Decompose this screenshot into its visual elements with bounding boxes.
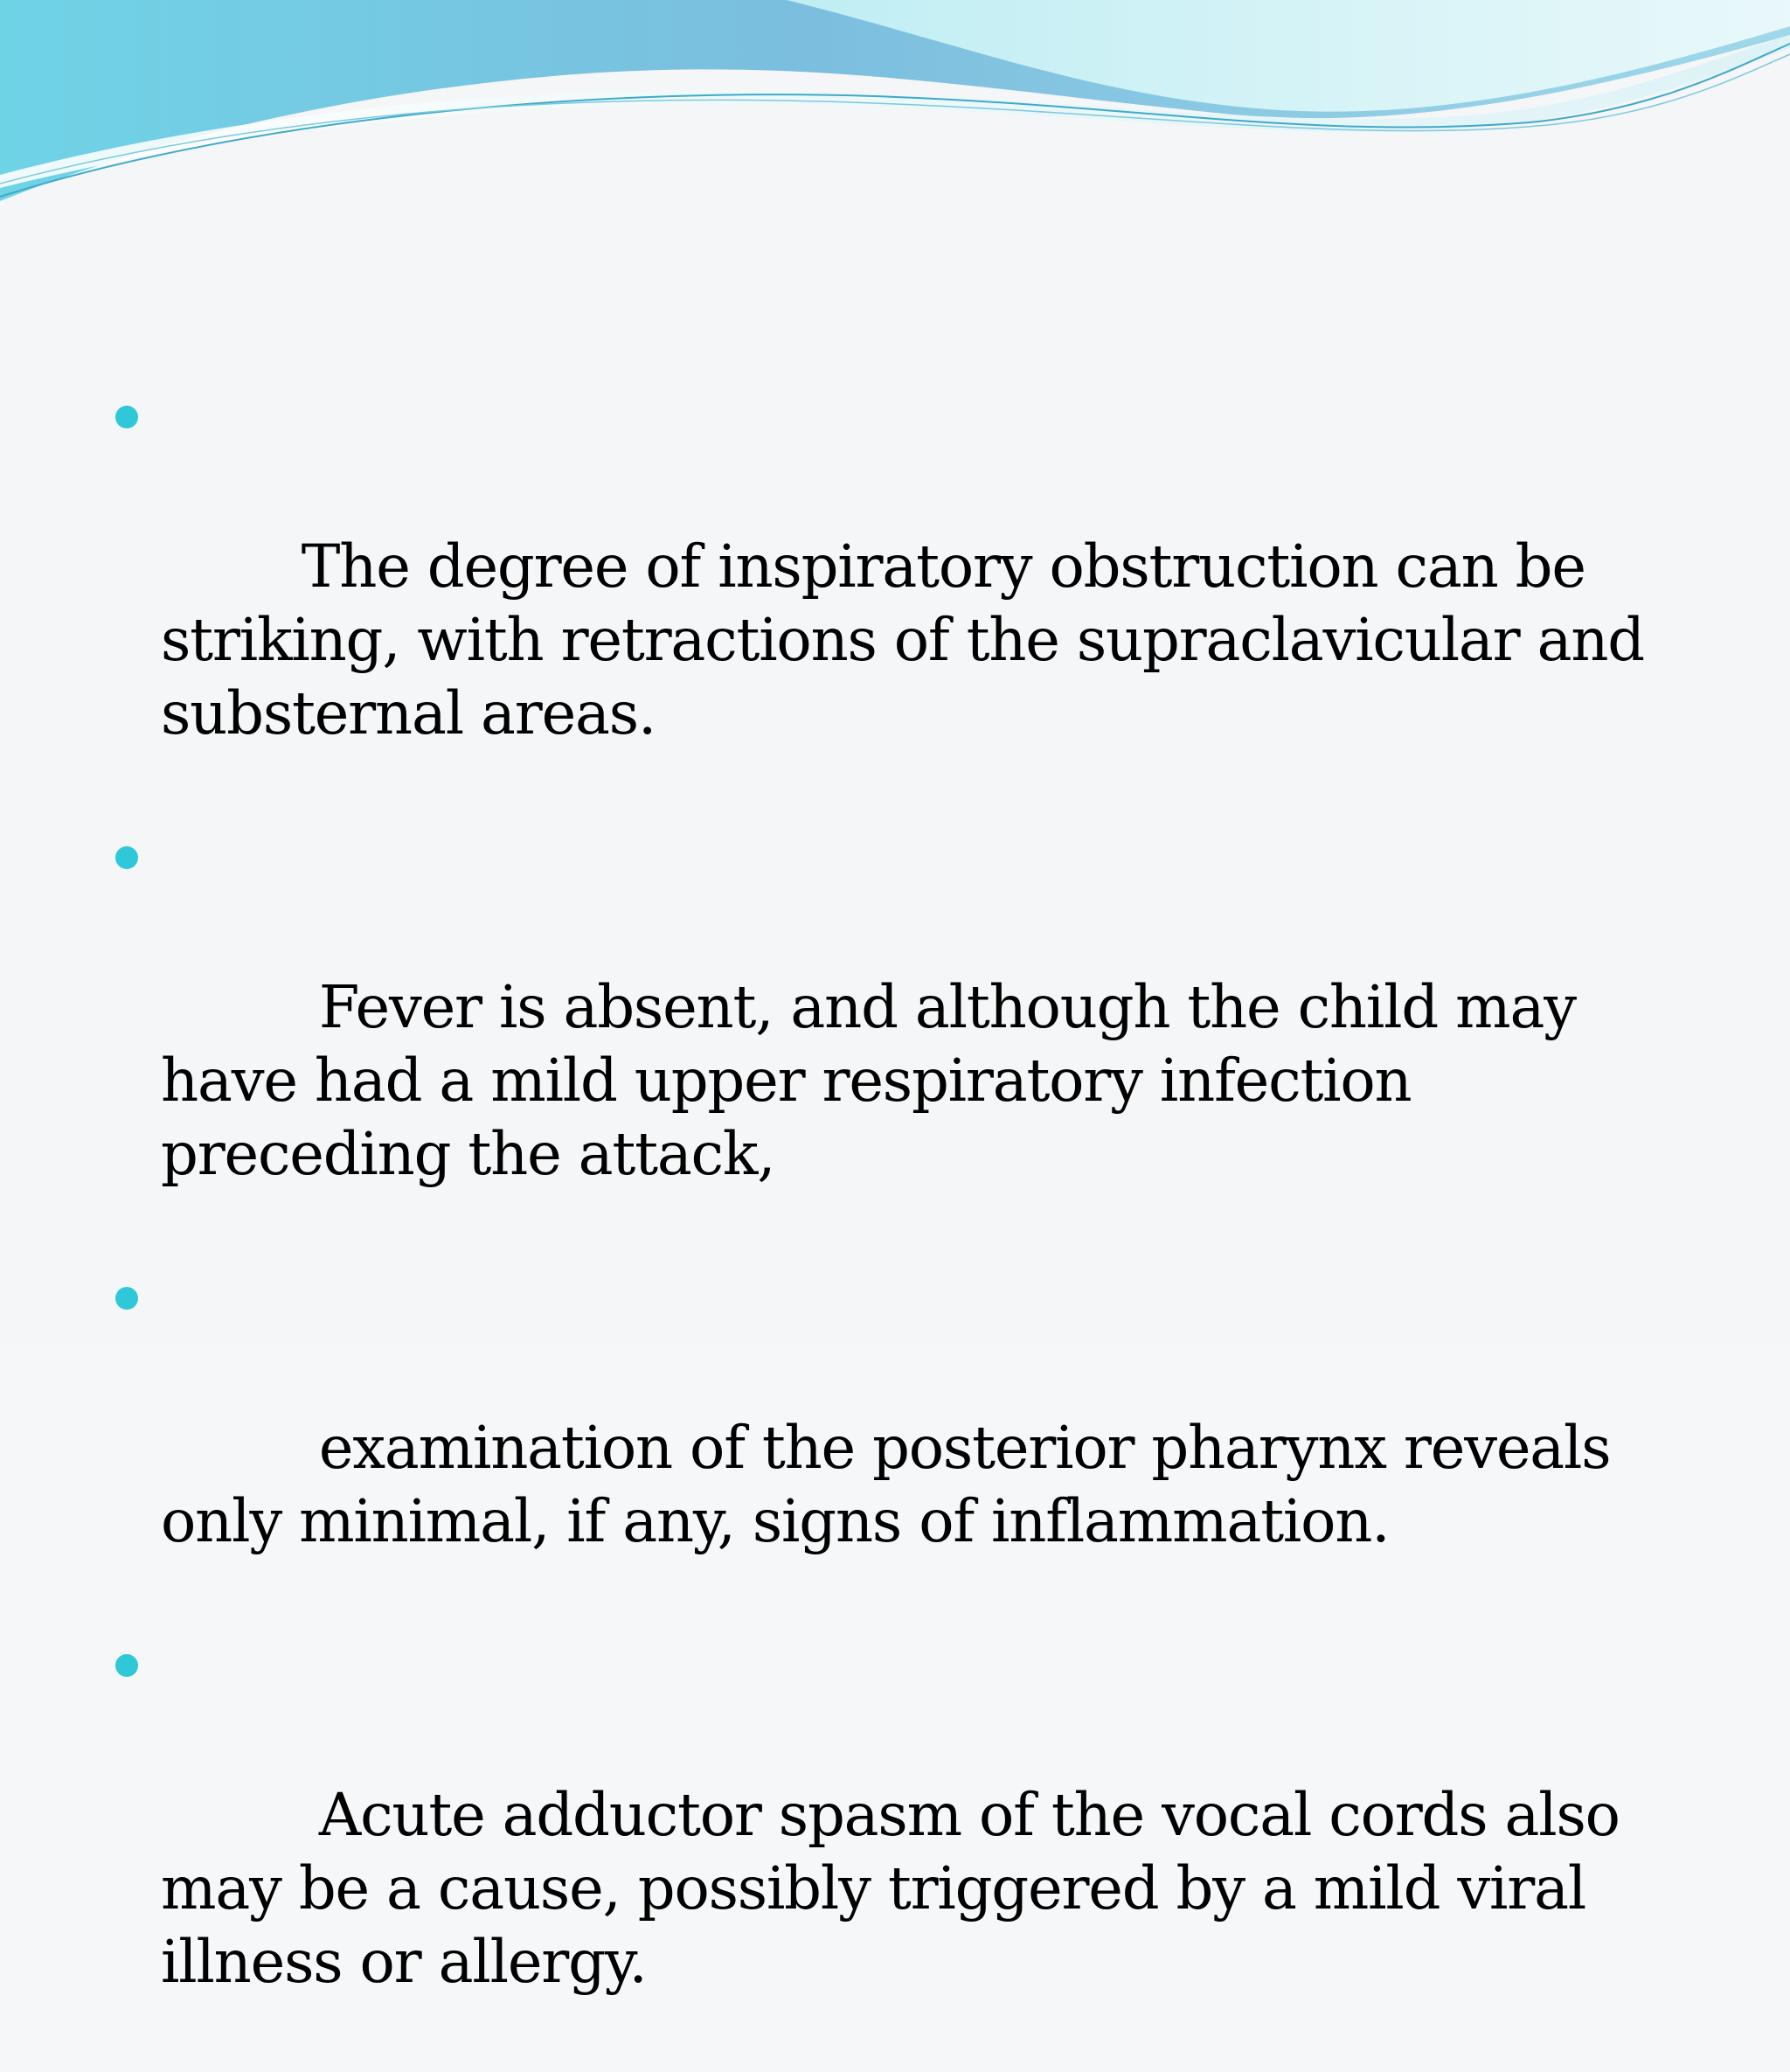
bullet-text: examination of the posterior pharynx reveals only minimal, if any, signs of inflammation.	[161, 1414, 1628, 1555]
bullet-dot-icon	[115, 846, 138, 869]
bullet-item	[105, 824, 1704, 1264]
bullet-dot-icon	[115, 1654, 138, 1677]
bullet-text: The degree of inspiratory obstruction can be striking, with retractions of the supraclavicular and substernal areas.	[161, 532, 1662, 747]
bullet-item	[105, 383, 1704, 824]
bullet-text: Acute adductor spasm of the vocal cords also may be a cause, possibly triggered by a mild viral illness or allergy.	[161, 1781, 1637, 1996]
bullet-dot-icon	[115, 1287, 138, 1310]
bullet-list	[105, 383, 1704, 2072]
bullet-item	[105, 1631, 1704, 2072]
bullet-text: Fever is absent, and although the child may have had a mild upper respiratory infection preceding the attack,	[161, 973, 1593, 1188]
bullet-item	[105, 1264, 1704, 1631]
bullet-dot-icon	[115, 406, 138, 428]
slide-content	[105, 383, 1704, 2072]
header-wave-decoration	[0, 0, 1790, 227]
